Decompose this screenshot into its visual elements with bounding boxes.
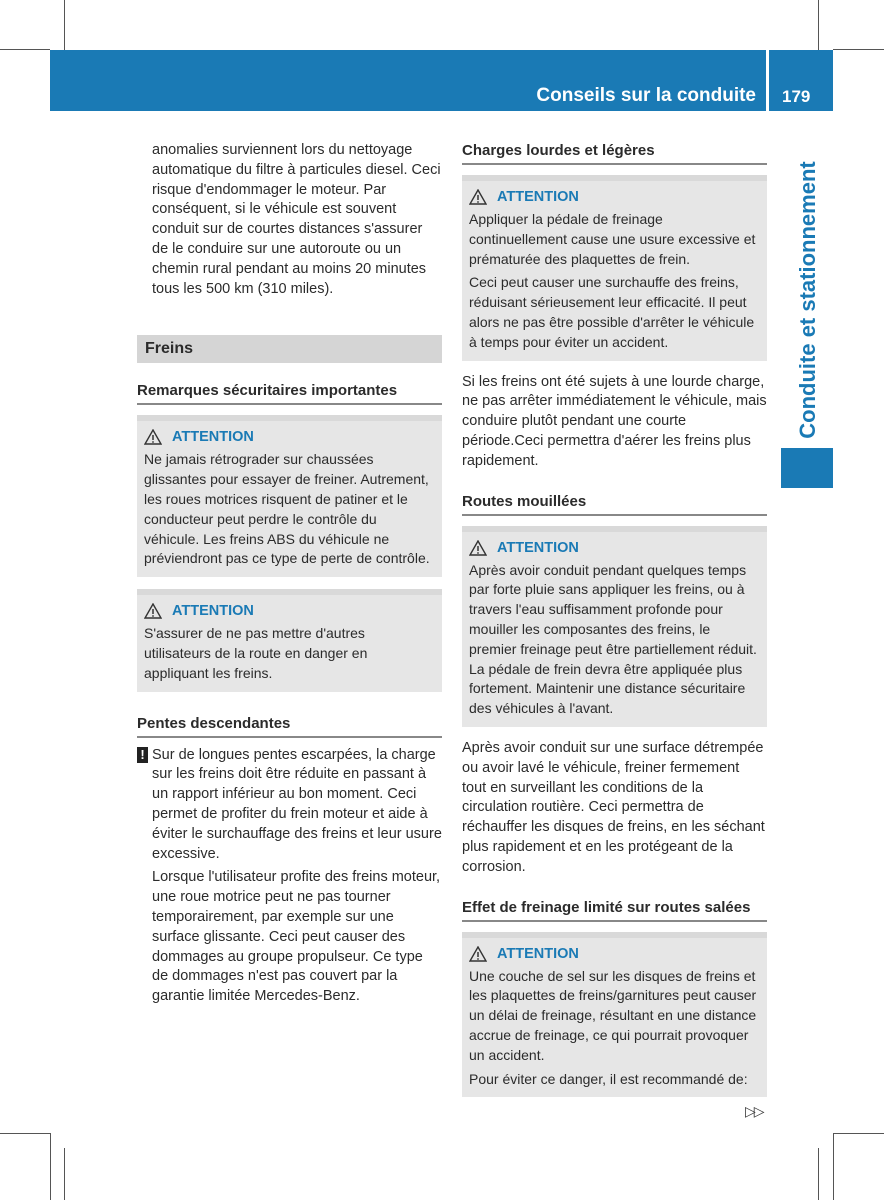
- warning-triangle-icon: [144, 429, 162, 445]
- warning-text: Appliquer la pédale de freinage continuellement cause une usure excessive et prématurée des plaquettes de frein.: [469, 211, 756, 267]
- warning-header: [469, 946, 760, 962]
- warning-text: Après avoir conduit pendant quelques temps par forte pluie sans appliquer les freins, ou à travers l'eau suffisamment profonde pour mouiller les composantes des freins, le premier freinage peut être partiellement réduit. La pédale de frein devra être appliquée plus fortement. Maintenir une distance sécuritaire des véhicules à l'avant.: [469, 561, 757, 717]
- warning-triangle-icon: [469, 946, 487, 962]
- header-bar: [50, 50, 766, 111]
- warning-box: [462, 932, 767, 1098]
- warning-box: [137, 589, 442, 691]
- left-column: [137, 141, 442, 1007]
- body-paragraph: Si les freins ont été sujets à une lourde charge, ne pas arrêter immédiatement le véhicule, mais conduire plutôt pendant une courte période.Ceci permettra d'aérer les freins plus rapidement.: [462, 373, 767, 469]
- warning-header: [144, 429, 435, 445]
- crop-mark: [0, 1133, 50, 1134]
- warning-text: S'assurer de ne pas mettre d'autres utilisateurs de la route en danger en appliquant les freins.: [144, 625, 368, 681]
- warning-label: ATTENTION: [172, 603, 254, 620]
- warning-triangle-icon: [469, 540, 487, 556]
- note-paragraph: Sur de longues pentes escarpées, la charge sur les freins doit être réduite en passant à un rapport inférieur au bon moment. Ceci permet de profiter du frein moteur et aide à éviter le surchauffage des freins et leur usure excessive.: [152, 746, 442, 862]
- warning-box: [462, 526, 767, 727]
- warning-header: [144, 603, 435, 619]
- crop-mark: [833, 1133, 884, 1134]
- section-title: Conseils sur la conduite: [536, 85, 756, 106]
- continue-arrows-icon: ▷▷: [745, 1103, 763, 1119]
- right-column: [462, 141, 767, 1097]
- warning-text: Pour éviter ce danger, il est recommandé de:: [469, 1070, 748, 1087]
- crop-mark: [50, 1133, 51, 1200]
- subheading-routes-salees: Effet de freinage limité sur routes salées: [462, 898, 767, 922]
- crop-mark: [64, 0, 65, 50]
- warning-label: ATTENTION: [497, 539, 579, 556]
- warning-text: Ne jamais rétrograder sur chaussées glissantes pour essayer de freiner. Autrement, les roues motrices risquent de patiner et le conducteur peut perdre le contrôle du véhicule. Les freins ABS du véhicule ne préviendront pas ce type de perte de contrôle.: [144, 451, 430, 567]
- warning-triangle-icon: [469, 189, 487, 205]
- section-heading-freins: Freins: [137, 335, 442, 363]
- side-tab-marker: [781, 448, 833, 488]
- warning-triangle-icon: [144, 603, 162, 619]
- side-tab-label: Conduite et stationnement: [795, 161, 820, 439]
- note-paragraph: Lorsque l'utilisateur profite des freins moteur, une roue motrice peut ne pas tourner temporairement, par exemple sur une surface glissante. Ceci peut causer des dommages au groupe propulseur. Ce type de dommages n'est pas couvert par la garantie limitée Mercedes-Benz.: [152, 869, 441, 1005]
- crop-mark: [64, 1148, 65, 1200]
- crop-mark: [833, 1133, 834, 1200]
- intro-paragraph: anomalies surviennent lors du nettoyage automatique du filtre à particules diesel. Ceci risque d'endommager le moteur. Par conséquent, si le véhicule est souvent conduit sur de courtes distances s'assurer de le conduire sur une autoroute ou un chemin rural pendant au moins 20 minutes tous les 500 km (310 miles).: [152, 142, 441, 297]
- warning-label: ATTENTION: [497, 189, 579, 205]
- crop-mark: [833, 49, 884, 50]
- warning-label: ATTENTION: [172, 429, 254, 446]
- page-number: 179: [782, 87, 811, 106]
- crop-mark: [818, 0, 819, 50]
- warning-label: ATTENTION: [497, 945, 579, 962]
- subheading-remarques: Remarques sécuritaires importantes: [137, 381, 442, 405]
- subheading-pentes: Pentes descendantes: [137, 714, 442, 738]
- crop-mark: [818, 1148, 819, 1200]
- warning-text: Une couche de sel sur les disques de freins et les plaquettes de freins/garnitures peut causer un délai de freinage, résultant en une distance accrue de freinage, ce qui pourrait provoquer un accident.: [469, 967, 757, 1063]
- warning-box: [137, 415, 442, 577]
- note-block: [137, 746, 442, 865]
- exclamation-note-icon: !: [137, 747, 148, 763]
- subheading-routes-mouillees: Routes mouillées: [462, 492, 767, 516]
- warning-header: [469, 540, 760, 556]
- warning-text: Ceci peut causer une surchauffe des freins, réduisant sérieusement leur efficacité. Il peut alors ne pas être possible d'arrêter le véhicule à temps pour éviter un accident.: [469, 274, 755, 350]
- body-paragraph: Après avoir conduit sur une surface détrempée ou avoir lavé le véhicule, freiner fermement tout en surveillant les conditions de la circulation routière. Ceci permettra de réchauffer les disques de freins, en les séchant plus rapidement et en les protégeant de la corrosion.: [462, 739, 765, 875]
- warning-header: [469, 189, 760, 205]
- warning-box: [462, 175, 767, 361]
- page-number-box: [769, 50, 833, 111]
- crop-mark: [0, 49, 50, 50]
- subheading-charges: Charges lourdes et légères: [462, 141, 767, 165]
